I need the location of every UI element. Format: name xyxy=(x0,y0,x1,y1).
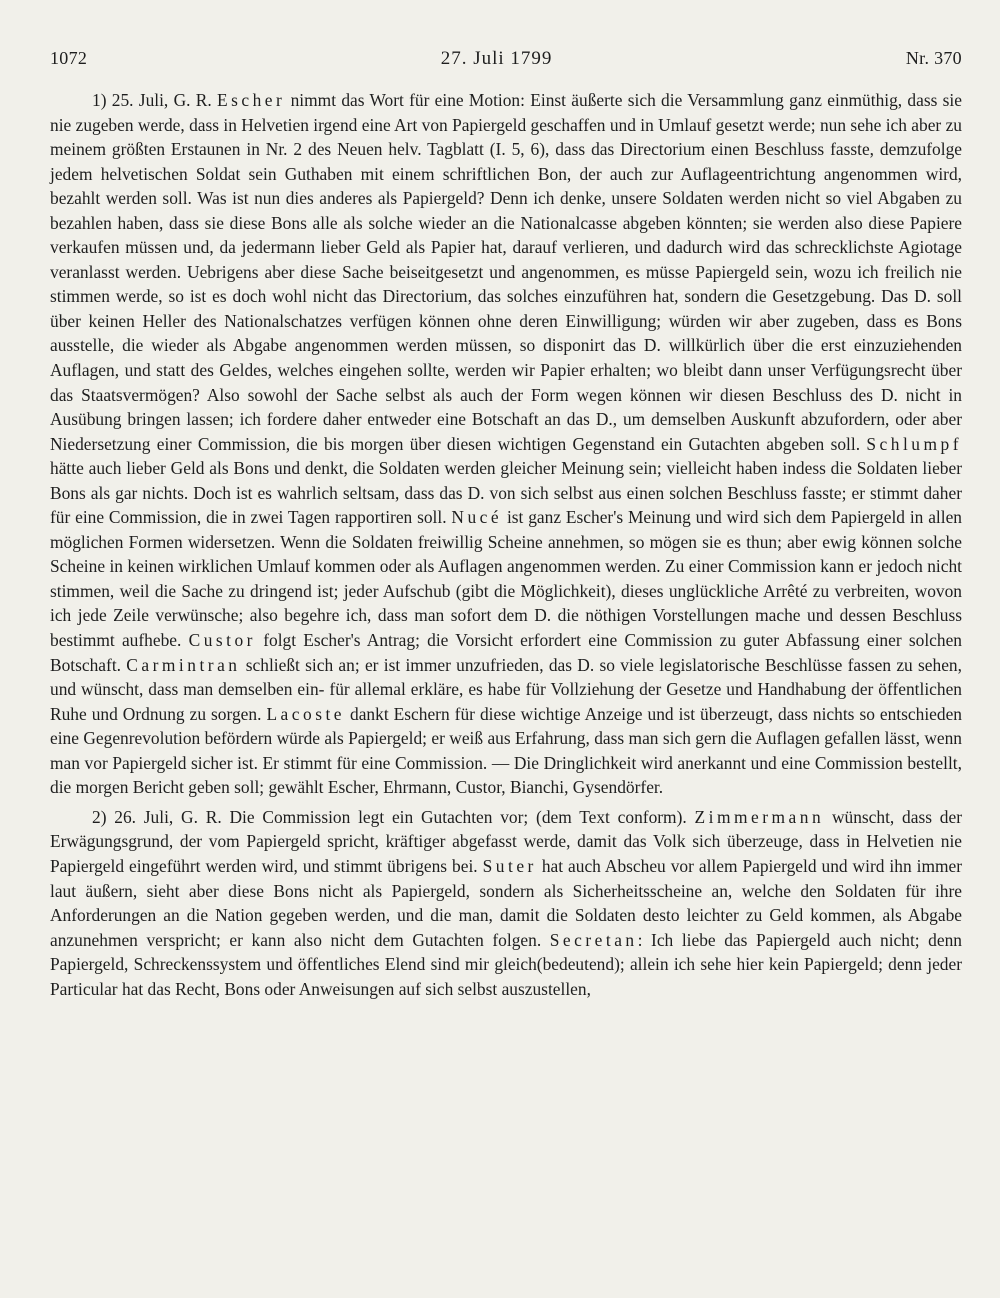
text-segment: ist ganz Escher's Meinung und wird sich dem Papiergeld in allen möglichen Formen widersetzen. Wenn die Soldaten freiwillig Scheine annehmen, so mögen sie es thun; aber ewig können solche Scheine in keinen wirklichen Umlauf kommen oder als Auflagen angenommen werden. Zu einer Commission kann er jedoch nicht stimmen, weil die Sache zu dringend ist; jeder Aufschub (gibt die Möglichkeit), dieses unglückliche Arrêté zu verbreiten, wovon ich jede Zeile verwünsche; also begehre ich, dass man sofort dem D. die nöthigen Vorstellungen mache und dessen Beschluss bestimmt aufhebe. xyxy=(50,507,962,651)
page-number: 1072 xyxy=(50,48,88,68)
speaker-name: Custor xyxy=(188,630,256,651)
speaker-name: Schlumpf xyxy=(866,433,962,454)
text-segment: wünscht, dass der Erwägungsgrund, der vom Papiergeld spricht, kräftiger abgefasst werde, damit das Volk sich überzeuge, dass in Helvetien nie Papiergeld eingeführt werden wird, und stimmt übrigens bei. xyxy=(50,806,962,876)
text-segment: hat auch Abscheu vor allem Papiergeld und wird ihn immer laut äußern, sieht aber diese Bons nicht als Papiergeld, sondern als Sicherheitsscheine an, welche den Soldaten für ihre Anforderungen an die Nation gegeben werden, und die man, damit die Soldaten desto leichter zu Geld kommen, als Abgabe anzunehmen verspricht; er kann also nicht dem Gutachten folgen. xyxy=(50,855,963,950)
text-segment: 2) 26. Juli, G. R. Die Commission legt ein Gutachten vor; (dem Text conform). xyxy=(92,806,695,827)
paragraph xyxy=(50,88,962,800)
speaker-name: Nucé xyxy=(451,507,503,528)
text-segment: schließt sich an; er ist immer unzufrieden, das D. so viele legislatorische Beschlüsse fassen zu sehen, und wünscht, dass man demselben ein- für allemal erkläre, es habe für Vollziehung der Gesetze und Handhabung der öffentlichen Ruhe und Ordnung zu sorgen. xyxy=(50,654,962,724)
text-segment: hätte auch lieber Geld als Bons und denkt, die Soldaten werden gleicher Meinung sein; vielleicht haben indess die Soldaten lieber Bons als gar nichts. Doch ist es wahrlich seltsam, dass das D. von sich selbst aus einen solchen Beschluss fasste; er stimmt daher für eine Commission, die in zwei Tagen rapportiren soll. xyxy=(50,458,962,528)
text-segment: folgt Escher's Antrag; die Vorsicht erfordert eine Commission zu guter Abfassung einer solchen Botschaft. xyxy=(50,630,962,675)
speaker-name: Carmintran xyxy=(126,654,241,675)
page-header xyxy=(50,48,962,88)
text-segment: 1) 25. Juli, G. R. xyxy=(92,90,217,110)
text-segment: dankt Eschern für diese wichtige Anzeige und ist überzeugt, dass nichts so entschieden eine Gegenrevolution befördern würde als Papiergeld; er weiß aus Erfahrung, dass man sich gern die Auflagen gefallen lässt, wenn man vor Papiergeld sicher ist. Er stimmt für eine Commission. — Die Dringlichkeit wird anerkannt und eine Commission bestellt, die morgen Bericht geben soll; gewählt Escher, Ehrmann, Custor, Bianchi, Gysendörfer. xyxy=(50,703,962,798)
speaker-name: Secretan xyxy=(549,929,638,950)
text-segment: : Ich liebe das Papiergeld auch nicht; denn Papiergeld, Schreckenssystem und öffentliches Elend sind mir gleich(bedeutend); allein ich sehe hier kein Papiergeld; denn jeder Particular hat das Recht, Bons oder Anweisungen auf sich selbst auszustellen, xyxy=(50,929,962,999)
record-number: Nr. 370 xyxy=(905,48,962,68)
header-date: 27. Juli 1799 xyxy=(440,48,553,69)
speaker-name: Suter xyxy=(482,855,537,876)
body-text xyxy=(50,88,962,1001)
speaker-name: Escher xyxy=(217,90,286,110)
speaker-name: Zimmermann xyxy=(694,806,825,827)
paragraph xyxy=(50,805,962,1001)
text-segment: nimmt das Wort für eine Motion: Einst äußerte sich die Versammlung ganz einmüthig, dass sie nie zugeben werde, dass in Helvetien irgend eine Art von Papiergeld geschaffen und in Umlauf gesetzt werde; nun sehe ich aber zu meinem größten Erstaunen in Nr. 2 des Neuen helv. Tagblatt (I. 5, 6), dass das Directorium einen Beschluss fasste, demzufolge jedem helvetischen Soldat sein Guthaben mit einem schriftlichen Bon, der auch zur Auflageentrichtung angenommen wird, bezahlt werden soll. Was ist nun dies anderes als Papiergeld? Denn ich denke, unsere Soldaten werden nicht so viel Abgaben zu bezahlen haben, dass sie diese Bons alle als solche wieder an die Nationalcasse abgeben könnten; sie werden also diese Papiere verkaufen müssen und, da jedermann lieber Geld als Papier hat, darauf verlieren, und dadurch wird das schrecklichste Agiotage veranlasst werden. Uebrigens aber diese Sache beiseitgesetzt und angenommen, es müsse Papiergeld sein, wozu ich freilich nie stimmen werde, so ist es doch wohl nicht das Directorium, das solches einzuführen hat, sondern die Gesetzgebung. Das D. soll über keinen Heller des Nationalschatzes verfügen können ohne deren Einwilligung; würden wir aber zugeben, dass es Bons ausstelle, die wieder als Abgabe angenommen werden müssen, so disponirt das D. willkürlich über die erst einzuziehenden Auflagen, und statt des Geldes, welches eingehen sollte, werden wir Papier erhalten; wo bleibt dann unser Verfügungsrecht über das Staatsvermögen? Also sowohl der Sache selbst als auch der Form wegen können wir diesen Beschluss des D. nicht in Ausübung bringen lassen; ich fordere daher entweder eine Botschaft an das D., um demselben Auskunft abzufordern, oder aber Niedersetzung einer Commission, die bis morgen über diesen wichtigen Gegenstand ein Gutachten abgeben soll. xyxy=(50,90,962,454)
speaker-name: Lacoste xyxy=(266,703,346,724)
